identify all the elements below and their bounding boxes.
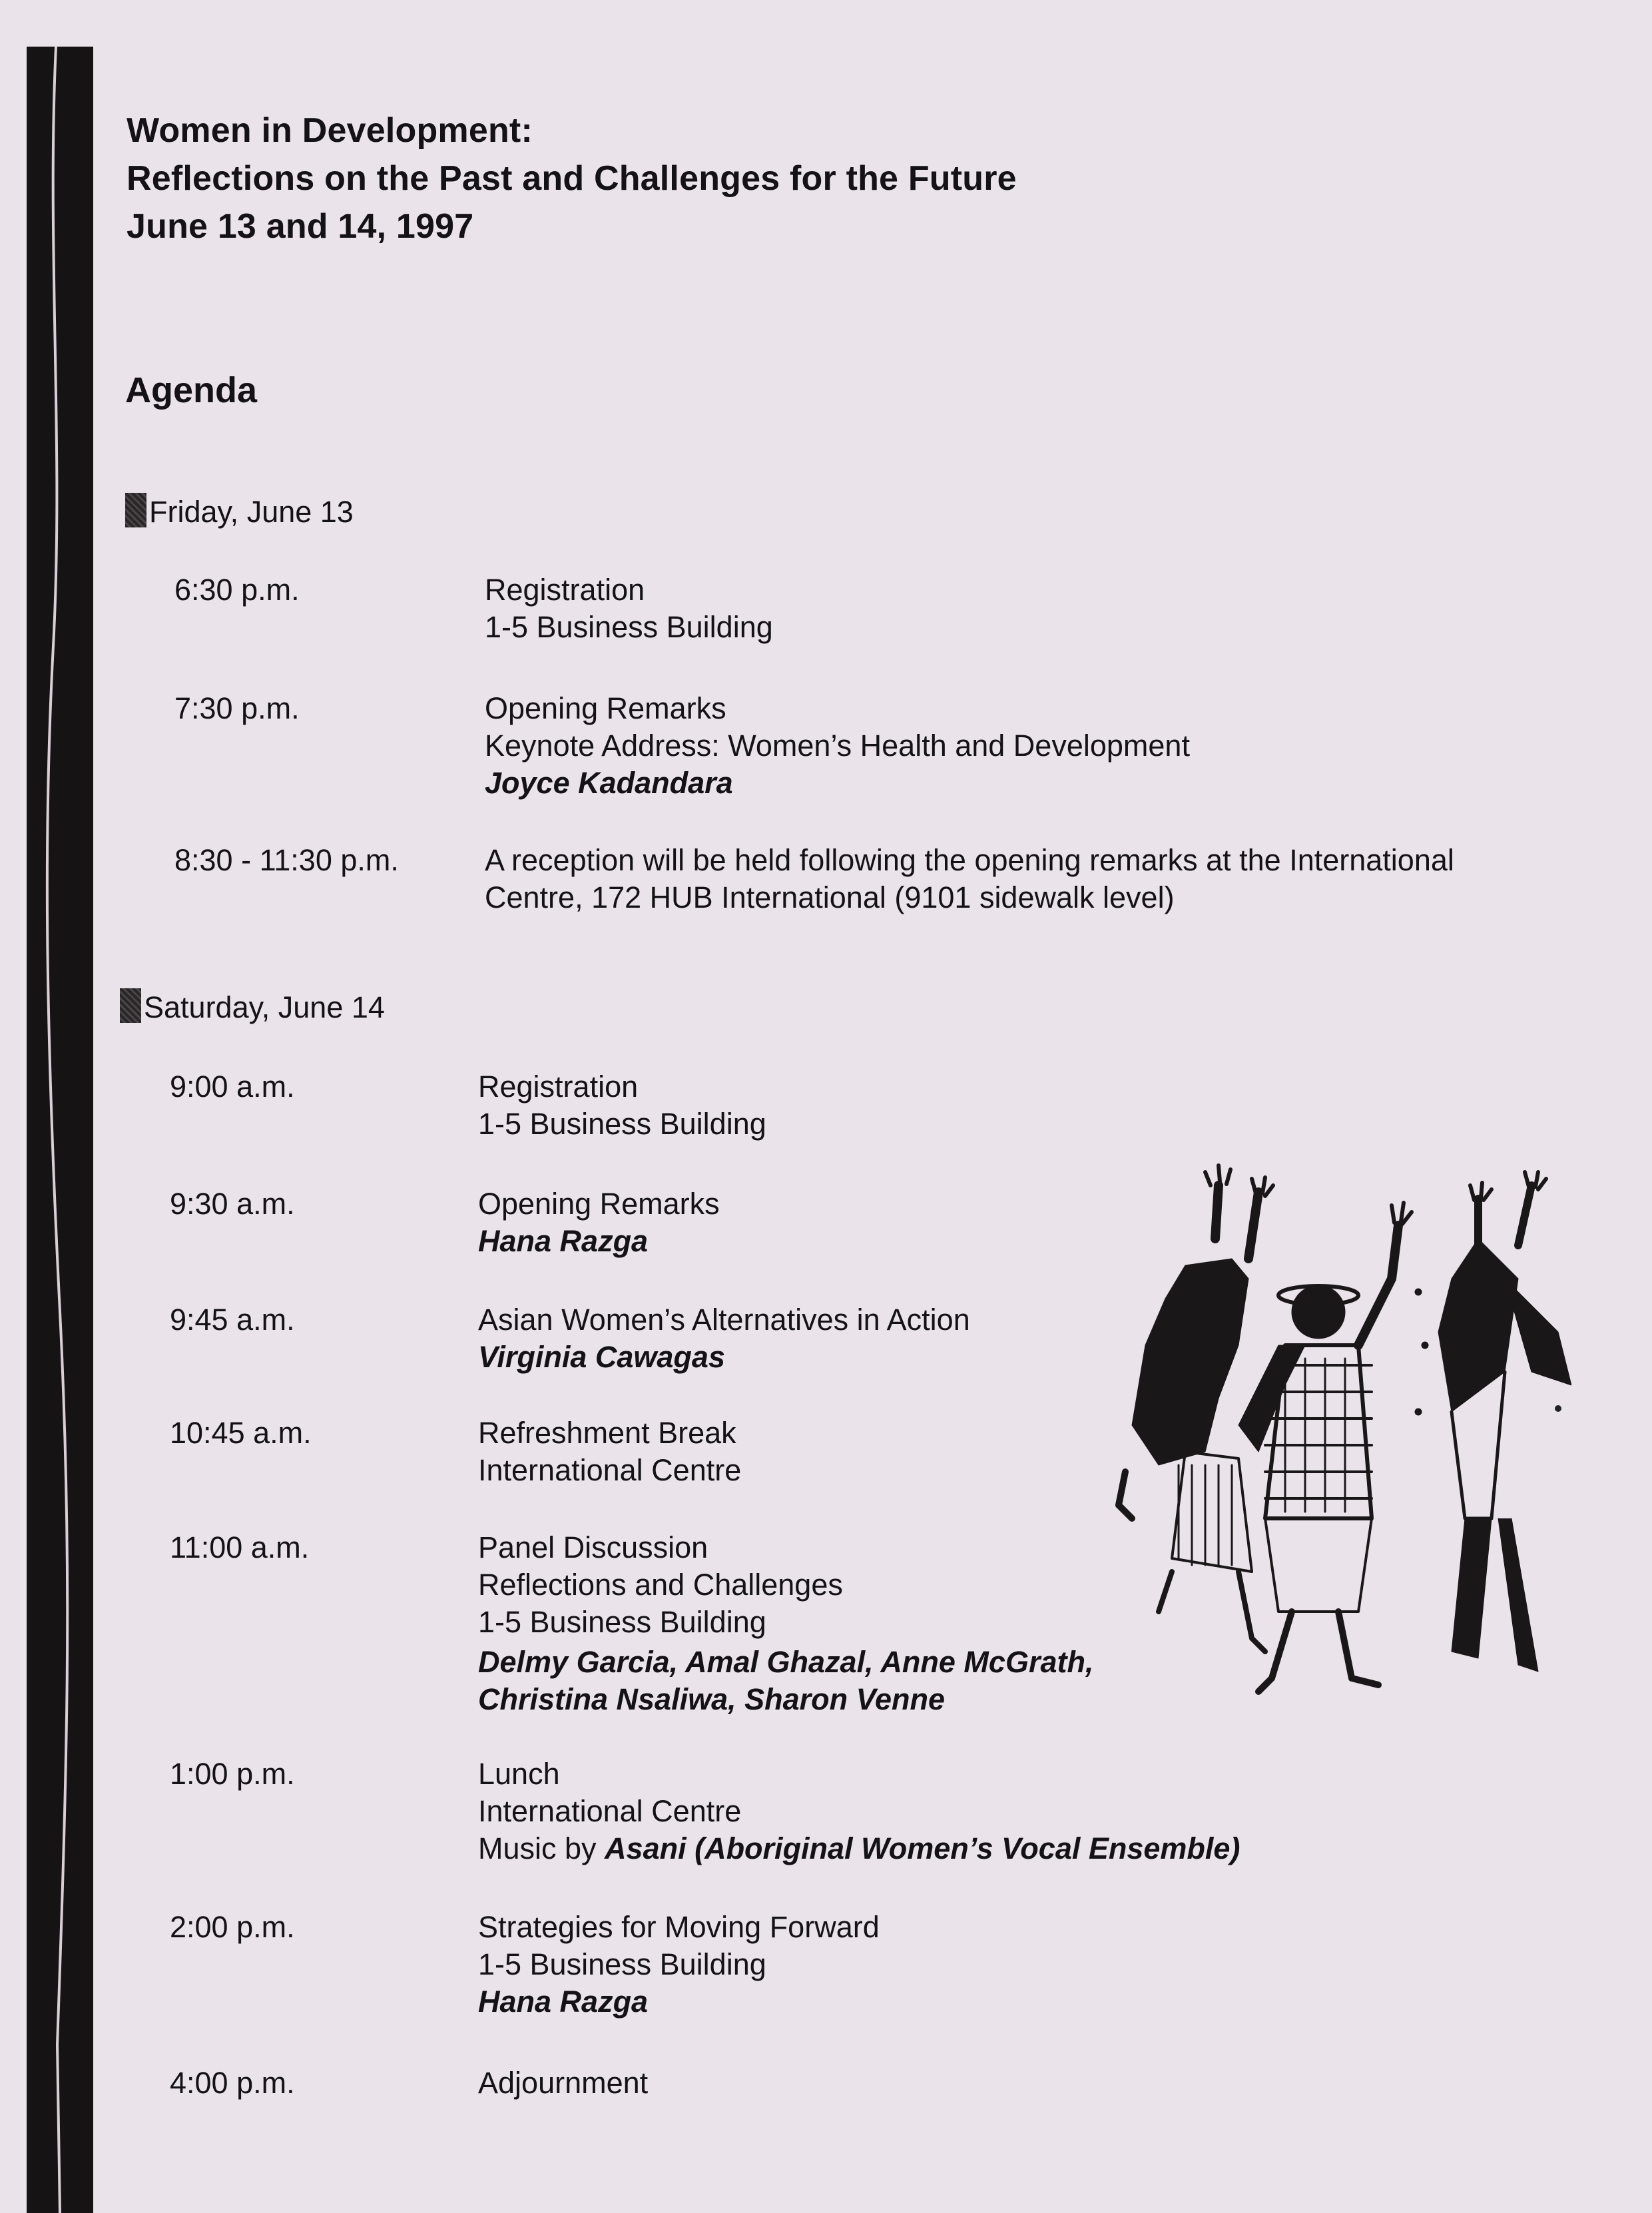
agenda-item-time: 9:30 a.m.	[170, 1187, 295, 1221]
agenda-item-detail	[478, 1529, 708, 1566]
agenda-item-detail	[478, 1755, 560, 1793]
speaker-name: Delmy Garcia, Amal Ghazal, Anne McGrath,	[478, 1645, 1094, 1679]
agenda-item-time: 8:30 - 11:30 p.m.	[174, 843, 399, 877]
agenda-item-speaker	[478, 1223, 648, 1260]
agenda-item-detail	[478, 1566, 843, 1604]
speaker-name: Virginia Cawagas	[478, 1340, 725, 1374]
right-dancer-figure	[1415, 1172, 1571, 1672]
detail-text: Panel Discussion	[478, 1530, 708, 1564]
detail-text: Asian Women’s Alternatives in Action	[478, 1303, 970, 1337]
dancing-women-illustration	[1105, 1145, 1571, 1771]
day-heading	[125, 493, 354, 529]
agenda-item-time: 9:45 a.m.	[170, 1303, 295, 1337]
speaker-name: Christina Nsaliwa, Sharon Venne	[478, 1682, 946, 1716]
detail-text: Lunch	[478, 1757, 560, 1791]
document-dates: June 13 and 14, 1997	[127, 207, 474, 246]
agenda-item-detail	[485, 571, 645, 609]
agenda-item-time: 11:00 a.m.	[170, 1530, 310, 1564]
agenda-item-detail	[478, 1185, 720, 1223]
agenda-item-time: 10:45 a.m.	[170, 1416, 312, 1450]
detail-text: International Centre	[478, 1453, 742, 1487]
stray-ink-dot	[1555, 1405, 1561, 1412]
detail-text: Opening Remarks	[485, 691, 726, 725]
detail-text: Opening Remarks	[478, 1187, 720, 1221]
agenda-heading: Agenda	[125, 370, 258, 410]
agenda-item-speaker	[478, 1644, 1093, 1681]
agenda-item-time: 1:00 p.m.	[170, 1757, 295, 1791]
detail-text: 1-5 Business Building	[478, 1605, 766, 1639]
agenda-item-speaker	[485, 765, 733, 802]
agenda-item-speaker	[478, 1681, 945, 1718]
agenda-item-detail	[478, 1946, 766, 1983]
agenda-item-speaker	[478, 1339, 725, 1376]
detail-text: International Centre	[478, 1794, 742, 1828]
speaker-name: Asani (Aboriginal Women’s Vocal Ensemble)	[605, 1831, 1240, 1865]
agenda-item-detail	[485, 690, 726, 727]
detail-text: Reflections and Challenges	[478, 1568, 843, 1602]
agenda-item-detail	[478, 1604, 766, 1641]
detail-text: Strategies for Moving Forward	[478, 1910, 880, 1944]
day-bullet-icon	[120, 988, 141, 1023]
agenda-item-detail	[478, 1909, 880, 1946]
agenda-item-time: 6:30 p.m.	[174, 573, 300, 607]
agenda-item-detail	[478, 1106, 766, 1143]
detail-text: A reception will be held following the opening remarks at the International	[485, 843, 1454, 877]
agenda-item-detail	[485, 727, 1190, 765]
detail-text: 1-5 Business Building	[485, 610, 773, 644]
document-title-line2: Reflections on the Past and Challenges for the Future	[127, 159, 1017, 198]
agenda-item-detail	[478, 2064, 648, 2102]
agenda-item-detail	[485, 879, 1175, 916]
agenda-item-detail	[478, 1793, 741, 1830]
agenda-item-detail	[478, 1301, 970, 1339]
middle-dancer-figure	[1239, 1203, 1412, 1692]
detail-text: 1-5 Business Building	[478, 1947, 766, 1981]
document-header	[127, 107, 1258, 250]
speaker-name: Hana Razga	[478, 1224, 649, 1258]
agenda-item-time: 7:30 p.m.	[174, 691, 300, 725]
day-bullet-icon	[125, 493, 146, 527]
detail-text: Refreshment Break	[478, 1416, 736, 1450]
agenda-item-speaker	[478, 1983, 648, 2021]
agenda-item-time: 9:00 a.m.	[170, 1070, 295, 1104]
agenda-item-detail	[485, 609, 773, 646]
agenda-item-speaker	[478, 1830, 1240, 1867]
agenda-item-detail	[485, 842, 1454, 879]
detail-text: 1-5 Business Building	[478, 1107, 766, 1141]
detail-text: Registration	[485, 573, 645, 607]
agenda-item-prefix: Music by	[478, 1831, 605, 1865]
detail-text: Centre, 172 HUB International (9101 sidewalk level)	[485, 880, 1175, 914]
day-label: Saturday, June 14	[144, 990, 385, 1024]
agenda-item-time: 2:00 p.m.	[170, 1910, 295, 1944]
speaker-name: Joyce Kadandara	[485, 766, 733, 800]
left-decorative-bar	[27, 47, 93, 2213]
document-title-line1: Women in Development:	[127, 111, 533, 150]
agenda-item-detail	[478, 1415, 736, 1452]
speaker-name: Hana Razga	[478, 1985, 649, 2019]
detail-text: Registration	[478, 1070, 639, 1104]
detail-text: Adjournment	[478, 2066, 649, 2100]
agenda-item-detail	[478, 1068, 638, 1106]
agenda-item-detail	[478, 1452, 741, 1489]
day-label: Friday, June 13	[149, 495, 354, 529]
detail-text: Keynote Address: Women’s Health and Development	[485, 729, 1190, 763]
agenda-item-time: 4:00 p.m.	[170, 2066, 295, 2100]
day-heading	[120, 988, 385, 1025]
